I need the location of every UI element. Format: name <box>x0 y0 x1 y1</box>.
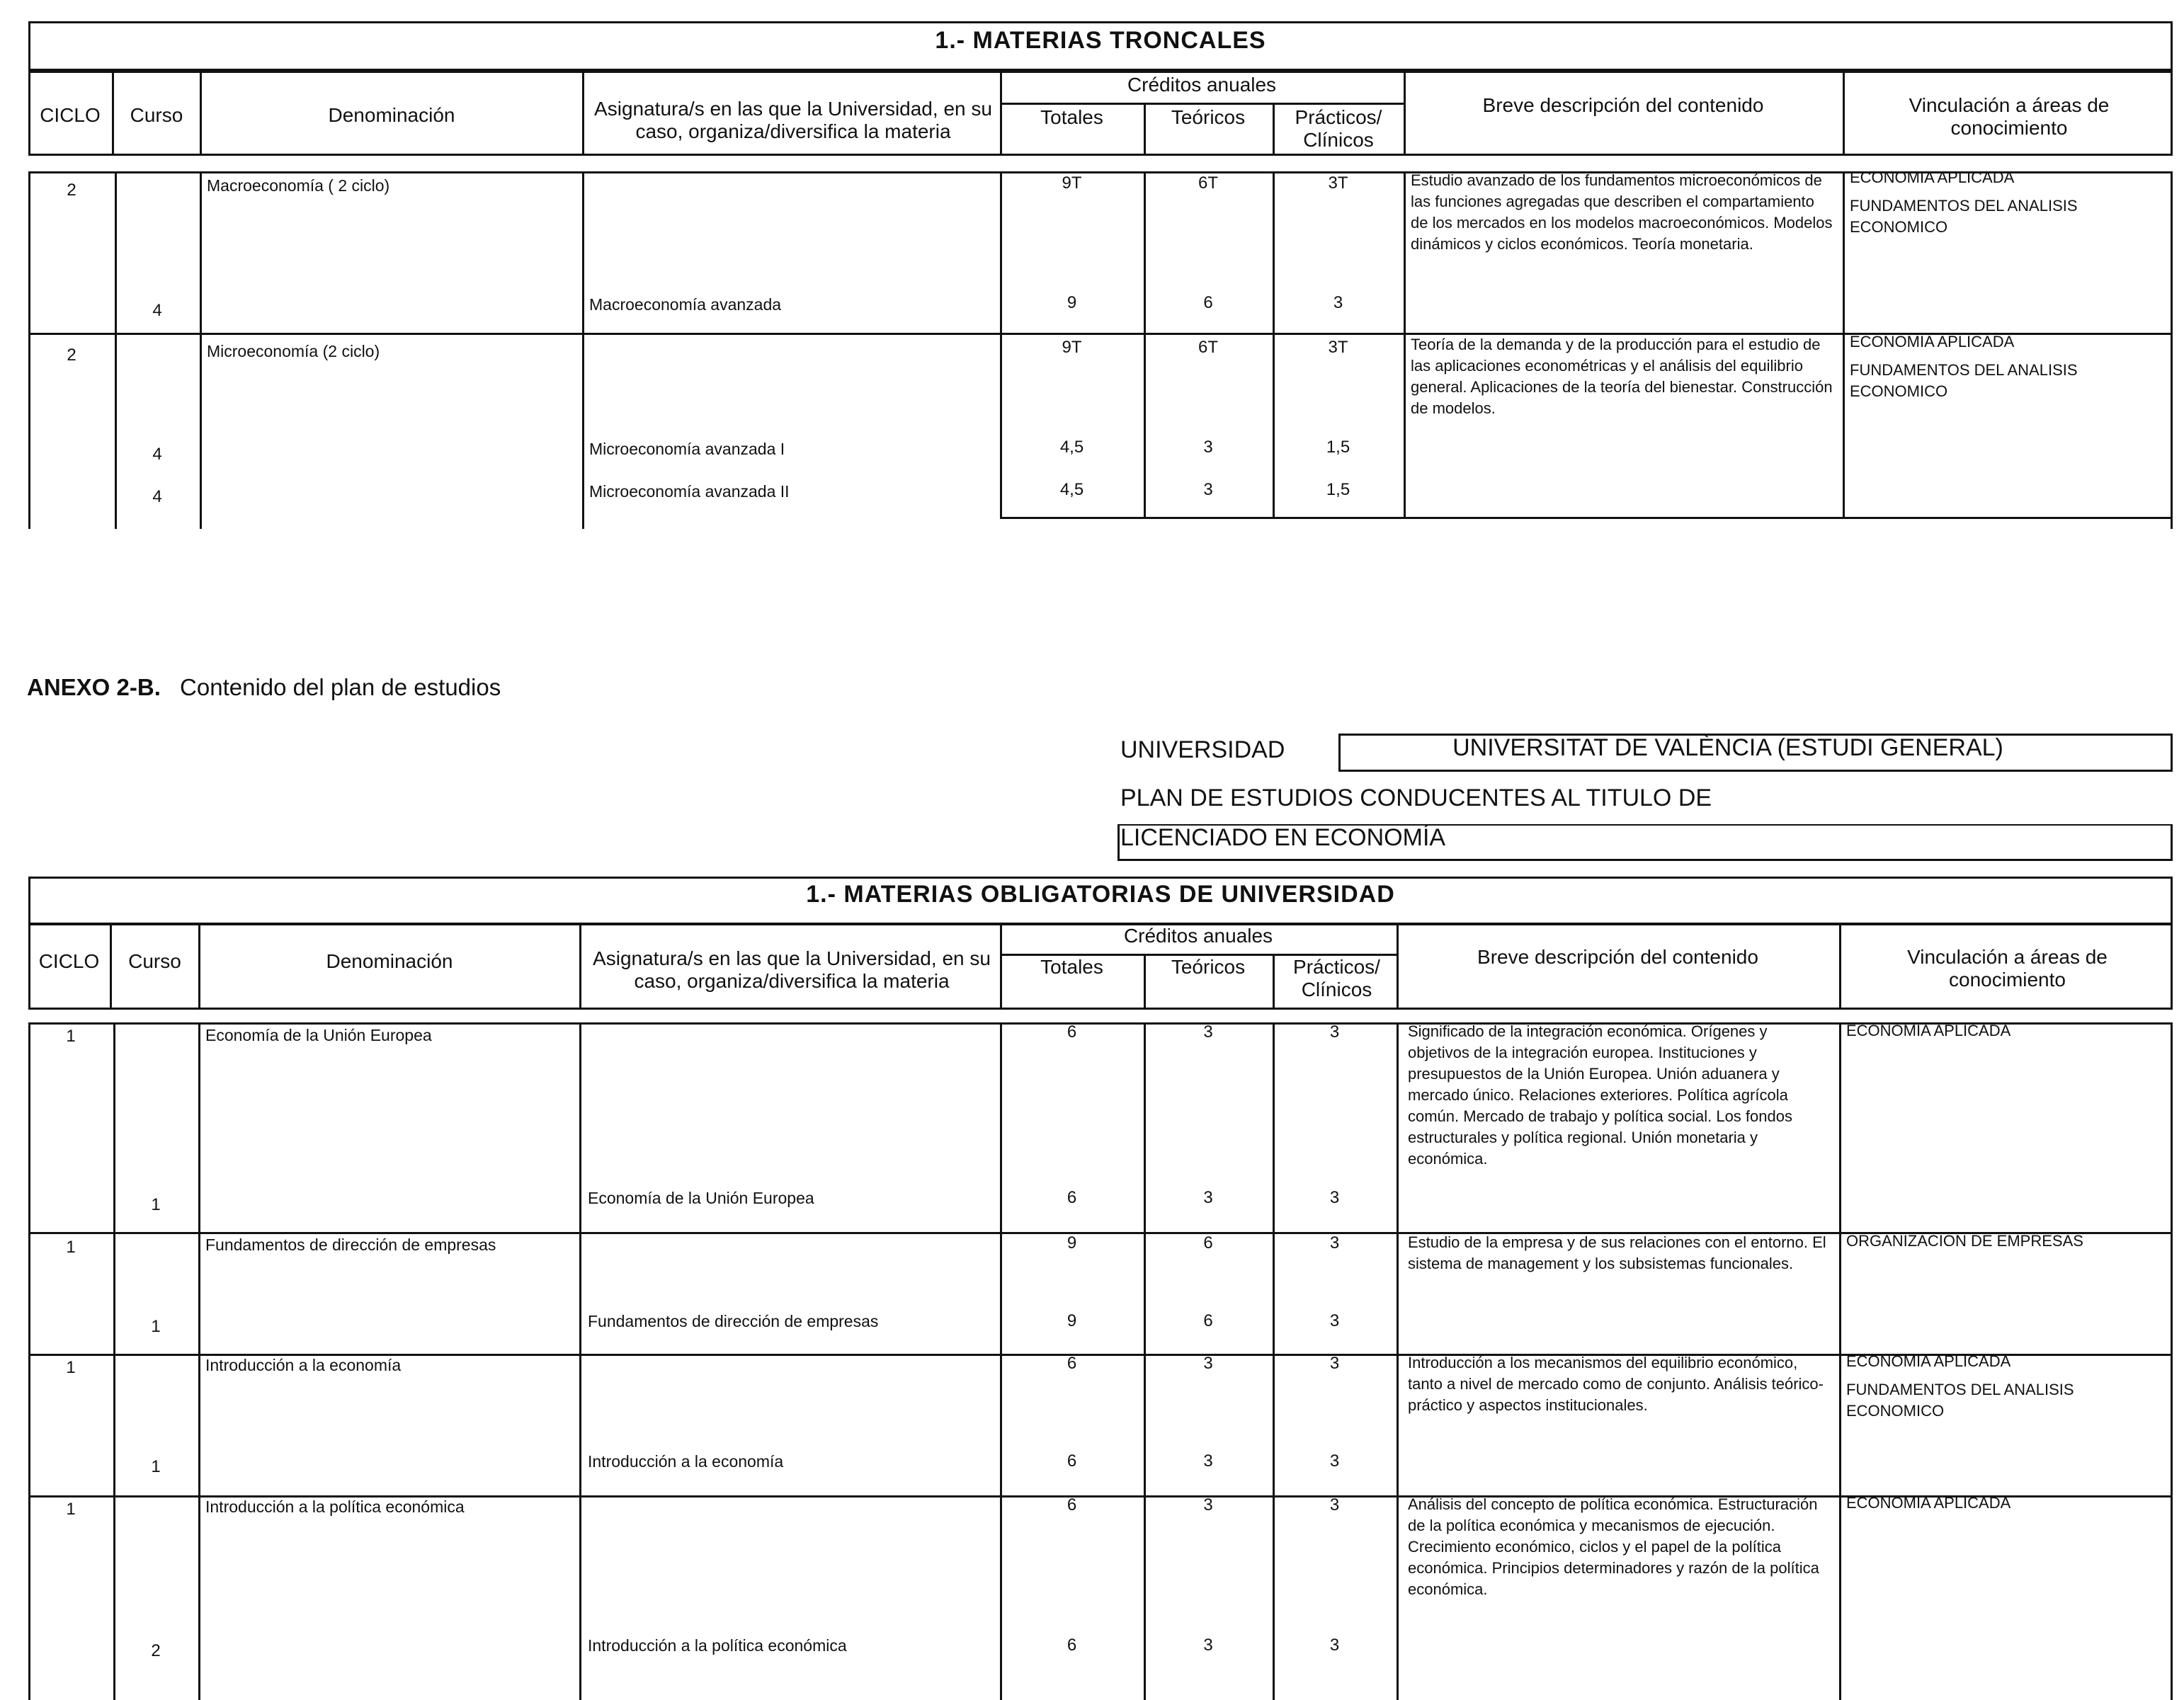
header-ciclo: CICLO <box>38 950 100 972</box>
cell-totales: 9 <box>1067 1233 1077 1253</box>
cell-curso: 4 <box>152 445 162 464</box>
plan-label: PLAN DE ESTUDIOS CONDUCENTES AL TITULO DE <box>1120 785 1712 811</box>
cell-practicos: 1,5 <box>1326 480 1350 499</box>
cell-asignatura: Introducción a la economía <box>588 1452 784 1471</box>
cell-practicos: 3 <box>1333 293 1343 312</box>
header-curso: Curso <box>128 950 181 972</box>
cell-descripcion: Estudio avanzado de los fundamentos microeconómicos de las funciones agregadas que describen el compartamiento de los mercados en los modelos macroeconómicos. Modelos dinámicos y ciclos económicos. Teoría monetaria. <box>1411 171 1833 253</box>
cell-descripcion: Estudio de la empresa y de sus relaciones con el entorno. El sistema de management y los subsistemas funcionales. <box>1408 1233 1826 1272</box>
header-curso: Curso <box>130 104 183 126</box>
cell-teoricos: 3 <box>1203 1022 1213 1042</box>
cell-descripcion: Teoría de la demanda y de la producción para el estudio de las aplicaciones econométricas y el análisis del equilibrio general. Aplicaciones de la teoría del bienestar. Construcción de modelos. <box>1411 336 1833 417</box>
cell-totales: 6 <box>1067 1022 1077 1042</box>
troncales-title: 1.- MATERIAS TRONCALES <box>935 27 1266 54</box>
cell-teoricos: 3 <box>1203 480 1213 499</box>
cell-teoricos: 6 <box>1203 1311 1213 1330</box>
cell-area: FUNDAMENTOS DEL ANALISIS ECONOMICO <box>1850 197 2078 236</box>
cell-totales: 4,5 <box>1059 480 1084 499</box>
cell-practicos: 3T <box>1328 338 1348 357</box>
header-totales: Totales <box>1040 106 1103 128</box>
header-descripcion: Breve descripción del contenido <box>1477 946 1758 968</box>
cell-teoricos: 6 <box>1203 1233 1213 1253</box>
cell-area: ECONOMIA APLICADA <box>1850 169 2015 186</box>
cell-teoricos: 3 <box>1203 1495 1213 1514</box>
cell-denominacion: Fundamentos de dirección de empresas <box>205 1236 496 1254</box>
cell-teoricos: 6 <box>1203 293 1213 312</box>
cell-teoricos: 3 <box>1203 1188 1213 1207</box>
titulo-value: LICENCIADO EN ECONOMÍA <box>1120 824 1446 851</box>
cell-area: ECONOMIA APLICADA <box>1846 1352 2011 1370</box>
cell-practicos: 3 <box>1329 1022 1340 1042</box>
cell-totales: 6 <box>1067 1451 1077 1471</box>
anexo-text: Contenido del plan de estudios <box>180 674 501 700</box>
cell-curso: 1 <box>151 1457 161 1476</box>
cell-teoricos: 6T <box>1198 338 1218 357</box>
cell-curso: 4 <box>152 301 162 320</box>
header-teoricos: Teóricos <box>1171 106 1246 128</box>
cell-denominacion: Introducción a la economía <box>205 1356 402 1374</box>
cell-asignatura: Macroeconomía avanzada <box>589 295 782 314</box>
header-totales: Totales <box>1040 956 1103 978</box>
cell-totales: 9T <box>1062 173 1082 193</box>
header-denominacion: Denominación <box>326 950 453 972</box>
cell-practicos: 3 <box>1329 1495 1340 1514</box>
cell-ciclo: 1 <box>66 1500 76 1519</box>
universidad-value: UNIVERSITAT DE VALÈNCIA (ESTUDI GENERAL) <box>1452 734 2003 761</box>
cell-teoricos: 3 <box>1203 1354 1213 1373</box>
cell-denominacion: Macroeconomía ( 2 ciclo) <box>207 176 390 195</box>
cell-denominacion: Microeconomía (2 ciclo) <box>207 342 380 360</box>
cell-descripcion: Significado de la integración económica. Orígenes y objetivos de la integración europea. Instituciones y presupuestos de la Unión Europea. Unión aduanera y mercado único. Relaciones exteriores. Política agrícola común. Mercado de trabajo y política social. Los fondos estructurales y política regional. Unión monetaria y económica. <box>1408 1022 1792 1168</box>
cell-practicos: 3 <box>1329 1451 1340 1471</box>
header-asignatura: Asignatura/s en las que la Universidad, en su caso, organiza/diversifica la materia <box>593 947 991 992</box>
cell-asignatura: Fundamentos de dirección de empresas <box>588 1312 879 1330</box>
header-practicos: Prácticos/ Clínicos <box>1295 106 1382 151</box>
header-creditos: Créditos anuales <box>1127 74 1277 96</box>
header-teoricos: Teóricos <box>1171 956 1246 978</box>
cell-asignatura: Microeconomía avanzada II <box>589 482 790 501</box>
cell-asignatura: Economía de la Unión Europea <box>588 1189 814 1207</box>
cell-descripcion: Introducción a los mecanismos del equilibrio económico, tanto a nivel de mercado como de conjunto. Análisis teórico-práctico y aspectos institucionales. <box>1408 1354 1824 1414</box>
header-asignatura: Asignatura/s en las que la Universidad, en su caso, organiza/diversifica la materia <box>594 98 992 142</box>
cell-totales: 9 <box>1067 293 1077 312</box>
cell-asignatura: Microeconomía avanzada I <box>589 440 785 458</box>
cell-practicos: 3 <box>1329 1636 1340 1655</box>
cell-area: ECONOMIA APLICADA <box>1846 1022 2011 1039</box>
cell-totales: 9 <box>1067 1311 1077 1330</box>
cell-teoricos: 3 <box>1203 1451 1213 1471</box>
cell-totales: 6 <box>1067 1636 1077 1655</box>
cell-teoricos: 6T <box>1198 173 1218 193</box>
cell-ciclo: 2 <box>67 181 76 200</box>
header-denominacion: Denominación <box>328 104 455 126</box>
cell-curso: 2 <box>151 1641 161 1660</box>
cell-totales: 9T <box>1062 338 1082 357</box>
cell-teoricos: 3 <box>1203 1636 1213 1655</box>
cell-denominacion: Economía de la Unión Europea <box>205 1026 432 1044</box>
anexo-label: ANEXO 2-B. <box>27 674 161 700</box>
cell-curso: 1 <box>151 1195 161 1214</box>
cell-curso: 1 <box>151 1317 161 1336</box>
cell-practicos: 3 <box>1329 1188 1340 1207</box>
cell-teoricos: 3 <box>1203 438 1213 457</box>
cell-practicos: 3T <box>1328 173 1348 193</box>
cell-area: ECONOMIA APLICADA <box>1846 1494 2011 1512</box>
header-creditos: Créditos anuales <box>1123 925 1273 947</box>
cell-curso: 4 <box>152 487 162 506</box>
header-vinculacion: Vinculación a áreas de conocimiento <box>1907 946 2108 991</box>
cell-totales: 6 <box>1067 1188 1077 1207</box>
cell-practicos: 1,5 <box>1326 438 1350 457</box>
cell-ciclo: 1 <box>66 1358 76 1377</box>
cell-practicos: 3 <box>1329 1233 1340 1253</box>
cell-denominacion: Introducción a la política económica <box>205 1498 465 1516</box>
cell-totales: 4,5 <box>1059 438 1084 457</box>
cell-descripcion: Análisis del concepto de política económica. Estructuración de la política económica y mecanismos de ejecución. Crecimiento económico, ciclos y el papel de la política económica. Principios determinadores y razón de la política económica. <box>1408 1495 1819 1598</box>
cell-ciclo: 1 <box>66 1238 76 1257</box>
cell-practicos: 3 <box>1329 1311 1340 1330</box>
cell-ciclo: 2 <box>67 346 76 365</box>
cell-practicos: 3 <box>1329 1354 1340 1373</box>
header-ciclo: CICLO <box>40 104 101 126</box>
cell-area: FUNDAMENTOS DEL ANALISIS ECONOMICO <box>1850 361 2078 400</box>
cell-area: FUNDAMENTOS DEL ANALISIS ECONOMICO <box>1846 1381 2074 1420</box>
obligatorias-title: 1.- MATERIAS OBLIGATORIAS DE UNIVERSIDAD <box>806 881 1395 908</box>
header-vinculacion: Vinculación a áreas de conocimiento <box>1909 94 2110 139</box>
cell-totales: 6 <box>1067 1354 1077 1373</box>
universidad-label: UNIVERSIDAD <box>1120 736 1285 763</box>
cell-area: ECONOMIA APLICADA <box>1850 333 2015 350</box>
cell-totales: 6 <box>1067 1495 1077 1514</box>
cell-ciclo: 1 <box>66 1027 76 1046</box>
header-practicos: Prácticos/ Clínicos <box>1293 956 1380 1000</box>
header-descripcion: Breve descripción del contenido <box>1482 94 1764 116</box>
anexo-title <box>27 674 501 701</box>
cell-asignatura: Introducción a la política económica <box>588 1636 847 1655</box>
cell-area: ORGANIZACIÓN DE EMPRESAS <box>1846 1232 2083 1250</box>
